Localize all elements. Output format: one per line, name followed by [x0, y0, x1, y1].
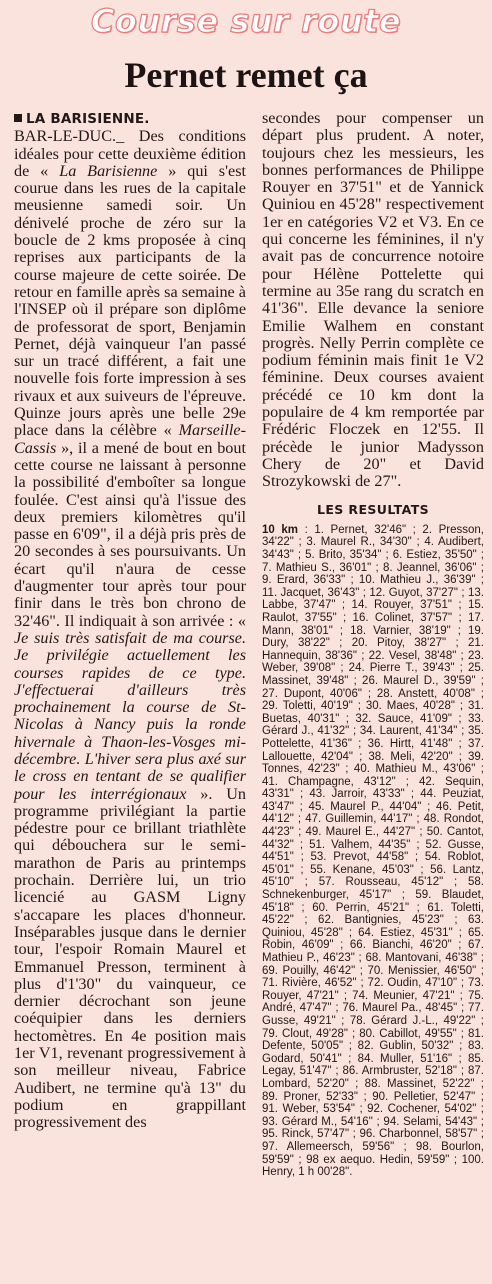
body-segment: ». Un programme privilégiant la partie pédestre pour ce brillant triathlète qui débouchera sur le semi-marathon de Paris au printemps prochain. Derrière lui, un trio licencié au GASM Ligny s'accapare les places d'honneur. Inséparables jusque dans le dernier tour, l'espoir Romain Maurel et Emmanuel Presson, terminent à plus d'1'30" du vainqueur, ce dernier décrochant son jeune coéquipier dans les derniers hectomètres. En 4e position mais 1er V1, revenant progressivement à son meilleur niveau, Fabrice Audibert, ne termine qu'à 13" du podium en grappillant progressivement des — [14, 784, 246, 1132]
results-list — [262, 524, 484, 1179]
body-segment-italic: Marseille-Cassis — [14, 421, 246, 457]
results-distance: 10 km — [262, 523, 298, 536]
body-segment-italic: Je suis très satisfait de ma course. Je privilégie actuellement les courses rapides de ce type. J'effectuerai d'ailleurs très prochainement la course de St-Nicolas à Nancy puis la ronde hivernale à Thaon-les-Vosges mi-décembre. L'hiver sera plus axé sur le cross en tentant de se qualifier pour les interrégionaux — [14, 628, 246, 803]
byline-text: LA BARISIENNE. — [26, 111, 150, 127]
article-byline — [14, 110, 246, 128]
body-segment-italic: La Barisienne — [59, 161, 158, 180]
section-kicker: Course sur route — [90, 2, 402, 40]
body-segment: » qui s'est courue dans les rues de la capitale meusienne samedi soir. Un dénivelé proche de zéro sur la boucle de 2 kms proposée à cinq reprises aux participants de la course majeure de cette soirée. De retour en famille après sa semaine à l'INSEP où il prépare son diplôme de professorat de sport, Benjamin Pernet, déjà vainqueur l'an passé sur un tracé différent, a fait une nouvelle fois forte impression à ses rivaux et aux suiveurs de l'épreuve. Quinze jours après une belle 29e place dans la célèbre « — [14, 161, 247, 440]
body-segment: », il a mené de bout en bout cette course ne laissant à personne la possibilité d'emboîter sa longue foulée. C'est ainsi qu'à l'issue des deux premiers kilomètres qu'il passe en 6'09", il a déjà pris près de 20 secondes à ses poursuivants. Un écart qu'il n'aura de cesse d'augmenter tour après tour pour finir dans le très bon chrono de 32'46". Il indiquait à son arrivée : « — [14, 438, 246, 630]
body-segment: BAR-LE-DUC._ Des conditions idéales pour cette deuxième édition de « — [14, 127, 246, 180]
results-heading: LES RESULTATS — [316, 501, 430, 517]
results-text: : 1. Pernet, 32'46" ; 2. Presson, 34'22" ; 3. Maurel R., 34'30" ; 4. Audibert, 34'43" ; 5. Brito, 35'34" ; 6. Estiez, 35'50" ; 7. Mathieu S., 36'01" ; 8. Jeannel, 36'06" ; 9. Erard, 36'33" ; 10. Mathieu J., 36'39" ; 11. Jacquet, 36'43" ; 12. Guyot, 37'27" ; 13. Labbe, 37'47" ; 14. Rouyer, 37'51" ; 15. Raulot, 37'55" ; 16. Colinet, 37'57" ; 17. Mann, 38'01" ; 18. Varnier, 38'19" ; 19. Dury, 38'22" ; 20. Pitoy, 38'27" ; 21. Hannequin, 38'36" ; 22. Vesel, 38'48" ; 23. Weber, 39'08" ; 24. Pierre T., 39'43" ; 25. Massinet, 39'48" ; 26. Maurel D., 39'59" ; 27. Dupont, 40'06" ; 28. Anstett, 40'08" ; 29. Toletti, 40'19" ; 30. Maes, 40'28" ; 31. Buetas, 40'31" ; 32. Sauce, 41'09" ; 33. Gérard J., 41'32" ; 34. Laurent, 41'34" ; 35. Pottelette, 41'36" ; 36. Hirtt, 41'48" ; 37. Lallouette, 42'04" ; 38. Meli, 42'20" ; 39. Tonnes, 42'23" ; 40. Mathieu M., 43'06" ; 41. Champagne, 43'12" ; 42. Sequin, 43'31" ; 43. Jarroir, 43'33" ; 44. Peuziat, 43'47" ; 45. Maurel P., 44'04" ; 46. Petit, 44'12" ; 47. Guillemin, 44'17" ; 48. Rondot, 44'23" ; 49. Maurel E., 44'27" ; 50. Cantot, 44'32" ; 51. Valhem, 44'35" ; 52. Gusse, 44'51" ; 53. Prevot, 44'58" ; 54. Roblot, 45'01" ; 55. Kenane, 45'03" ; 56. Lantz, 45'10" ; 57. Rousseau, 45'12" ; 58. Schnekenburger, 45'17" ; 59. Blaudet, 45'18" ; 60. Perrin, 45'21" ; 61. Toletti, 45'22" ; 62. Bantignies, 45'23" ; 63. Quiniou, 45'28" ; 64. Estiez, 45'31" ; 65. Robin, 46'09" ; 66. Bianchi, 46'20" ; 67. Mathieu P., 46'23" ; 68. Mantovani, 46'38" ; 69. Pouilly, 46'42" ; 70. Menissier, 46'50" ; 71. Rivière, 46'52" ; 72. Oudin, 47'10" ; 73. Rouyer, 47'21" ; 74. Meunier, 47'21" ; 75. André, 47'47" ; 76. Maurel Pa., 48'45" ; 77. Gusse, 49'21" ; 78. Gérard J.-L., 49'22" ; 79. Clout, 49'28" ; 80. Cabillot, 49'55" ; 81. Defente, 50'05" ; 82. Gublin, 50'32" ; 83. Godard, 50'41" ; 84. Muller, 51'16" ; 85. Legay, 51'47" ; 86. Armbruster, 52'18" ; 87. Lombard, 52'20" ; 88. Massinet, 52'22" ; 89. Proner, 52'33" ; 90. Pelletier, 52'47" ; 91. Weber, 53'54" ; 92. Cochener, 54'02" ; 93. Gérard M., 54'16" ; 94. Selami, 54'43" ; 95. Rinck, 57'47" ; 96. Charbonnel, 58'57" ; 97. Allemeersch, 59'56" ; 98. Bourlon, 59'59" ; 98 ex aequo. Hedin, 59'59" ; 100. Henry, 1 h 00'28". — [262, 523, 484, 1179]
article-body-left — [14, 128, 246, 1131]
bullet-square-icon — [14, 114, 22, 122]
article-column-right — [262, 110, 484, 1179]
article-body-right: secondes pour compenser un départ plus prudent. A noter, toujours chez les messieurs, les bonnes performances de Philippe Rouyer en 37'51" et de Yannick Quiniou en 45'28" respectivement 1er en catégories V2 et V3. En ce qui concerne les féminines, il n'y avait pas de concurrence notoire pour Hélène Pottelette qui termine au 35e rang du scratch en 41'36". Elle devance la seniore Emilie Walhem en constant progrès. Nelly Perrin complète ce podium féminin mais finit 1e V2 féminine. Deux courses avaient précédé ce 10 km dont la populaire de 4 km remportée par Frédéric Floczek en 12'55. Il précède le junior Madysson Chery de 20" et David Strozykowski de 27". — [262, 109, 484, 491]
article-column-left — [14, 110, 246, 1132]
article-headline: Pernet remet ça — [124, 55, 368, 95]
